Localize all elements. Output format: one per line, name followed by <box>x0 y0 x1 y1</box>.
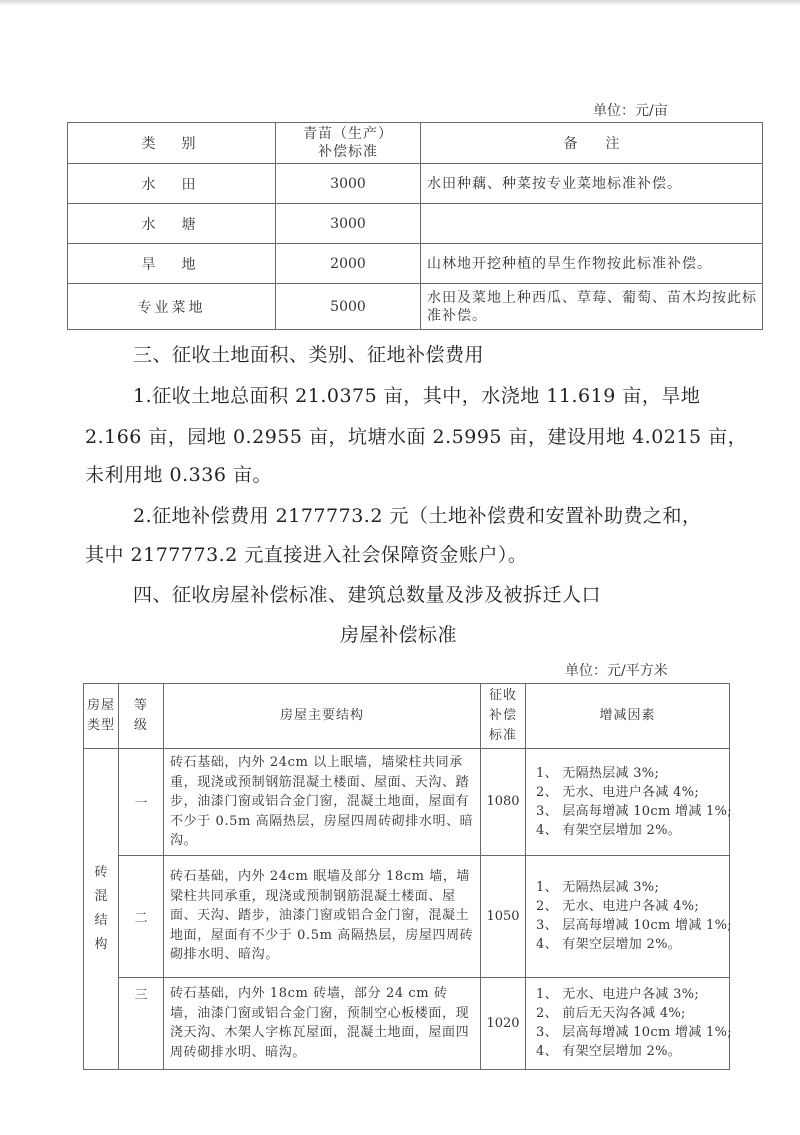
section3-p1-line1: 1.征收土地总面积 21.0375 亩，其中，水浇地 11.619 亩，旱地 <box>133 385 701 407</box>
section3-p2-line1: 2.征地补偿费用 2177773.2 元（土地补偿费和安置补助费之和， <box>133 505 702 527</box>
header-main-structure: 房屋主要结构 <box>164 684 481 749</box>
row-standard: 2000 <box>276 244 421 284</box>
row-note <box>421 204 763 244</box>
house-type-cell <box>84 749 119 1070</box>
row-note: 水田种藕、种菜按专业菜地标准补偿。 <box>421 164 763 204</box>
header-house-type-line2: 类型 <box>86 718 115 733</box>
house-table-title: 房屋补偿标准 <box>340 624 458 646</box>
row-category: 旱 地 <box>68 244 276 284</box>
row-note: 山林地开挖种植的旱生作物按此标准补偿。 <box>421 244 763 284</box>
header-standard-line1: 青苗（生产） <box>303 126 393 142</box>
house-type-char: 构 <box>94 936 108 952</box>
row-category: 水 田 <box>68 164 276 204</box>
factor-item: 3、 层高每增减 10cm 增减 1%; <box>536 803 732 819</box>
section3-p1-line2: 2.166 亩，园地 0.2955 亩，坑塘水面 2.5995 亩，建设用地 4.0215 亩， <box>85 426 748 448</box>
factor-item: 2、 前后无天沟各减 4%; <box>536 1006 686 1021</box>
factor-item: 2、 无水、电进户各减 4%; <box>536 784 700 800</box>
header-note: 备 注 <box>421 123 763 164</box>
header-grade-line1: 等 <box>133 698 148 713</box>
table-row <box>68 164 763 204</box>
grade-cell: 二 <box>119 855 164 977</box>
row-standard: 3000 <box>276 164 421 204</box>
structure-cell: 砖石基础，内外 24cm 眠墙及部分 18cm 墙，墙梁柱共同承重，现浇或预制钢筋混凝土楼面、屋面、天沟、踏步，油漆门窗或铝合金门窗，混凝土地面，屋面有不少于 0.5m 高隔热层，房屋四周砖砌排水明、暗沟。 <box>164 855 481 977</box>
row-category: 水 塘 <box>68 204 276 244</box>
house-type-char: 砖 <box>94 864 108 880</box>
factor-item: 2、 无水、电进户各减 4%; <box>536 899 700 914</box>
table-row <box>84 977 730 1069</box>
table-row <box>84 749 730 856</box>
standard-cell: 1020 <box>481 977 526 1069</box>
row-standard: 5000 <box>276 284 421 330</box>
header-standard-line3: 标准 <box>488 728 517 743</box>
grade-cell: 一 <box>119 749 164 856</box>
header-standard-line1: 征收 <box>488 688 517 703</box>
factor-item: 1、 无隔热层减 3%; <box>536 880 660 895</box>
section3-p1-line3: 未利用地 0.336 亩。 <box>85 464 272 486</box>
header-standard-line2: 补偿 <box>488 708 517 723</box>
structure-cell: 砖石基础，内外 18cm 砖墙，部分 24 cm 砖墙，油漆门窗或铝合金门窗，预制空心板楼面，现浇天沟、木架人字栋瓦屋面，混凝土地面，屋面四周砖砌排水明、暗沟。 <box>164 977 481 1069</box>
header-adjustment-factors: 增减因素 <box>526 684 730 749</box>
factor-item: 4、 有架空层增加 2%。 <box>536 822 682 838</box>
header-standard <box>276 123 421 164</box>
scan-edge-shadow <box>0 0 800 6</box>
table-header-row <box>84 684 730 749</box>
header-house-type-line1: 房屋 <box>86 698 115 713</box>
table1-unit-label: 单位：元/亩 <box>593 103 668 119</box>
section4-heading: 四、征收房屋补偿标准、建筑总数量及涉及被拆迁人口 <box>133 584 602 606</box>
factor-item: 3、 层高每增减 10cm 增减 1%; <box>536 918 732 933</box>
factor-item: 4、 有架空层增加 2%。 <box>536 1044 682 1059</box>
header-category: 类 别 <box>68 123 276 164</box>
house-type-char: 混 <box>94 888 108 904</box>
section3-p2-line2: 其中 2177773.2 元直接进入社会保障资金账户）。 <box>85 544 528 566</box>
factor-item: 3、 层高每增减 10cm 增减 1%; <box>536 1025 732 1040</box>
table-row <box>84 855 730 977</box>
structure-cell: 砖石基础，内外 24cm 以上眠墙，墙梁柱共同承重，现浇或预制钢筋混凝土楼面、屋面、天沟、踏步，油漆门窗或铝合金门窗，混凝土地面，屋面有不少于 0.5m 高隔热层，房屋四周砖砌排水明、暗沟。 <box>164 749 481 856</box>
table-row <box>68 244 763 284</box>
standard-cell: 1080 <box>481 749 526 856</box>
row-standard: 3000 <box>276 204 421 244</box>
row-note: 水田及菜地上种西瓜、草莓、葡萄、苗木均按此标准补偿。 <box>421 284 763 330</box>
factor-item: 4、 有架空层增加 2%。 <box>536 937 682 952</box>
section3-heading: 三、征收土地面积、类别、征地补偿费用 <box>133 344 485 366</box>
table-header-row <box>68 123 763 164</box>
house-compensation-table <box>83 683 730 1070</box>
factor-item: 1、 无水、电进户各减 3%; <box>536 987 700 1002</box>
crop-compensation-table <box>67 122 763 330</box>
factors-cell <box>526 749 730 856</box>
factors-cell <box>526 855 730 977</box>
header-compensation-standard <box>481 684 526 749</box>
factor-item: 1、 无隔热层减 3%; <box>536 765 660 781</box>
table-row <box>68 284 763 330</box>
header-grade <box>119 684 164 749</box>
row-category: 专业菜地 <box>68 284 276 330</box>
table2-unit-label: 单位：元/平方米 <box>565 663 668 679</box>
header-grade-line2: 级 <box>133 718 148 733</box>
house-type-char: 结 <box>94 912 108 928</box>
factors-cell <box>526 977 730 1069</box>
header-house-type <box>84 684 119 749</box>
grade-cell: 三 <box>119 977 164 1069</box>
standard-cell: 1050 <box>481 855 526 977</box>
table-row <box>68 204 763 244</box>
header-standard-line2: 补偿标准 <box>318 144 378 160</box>
